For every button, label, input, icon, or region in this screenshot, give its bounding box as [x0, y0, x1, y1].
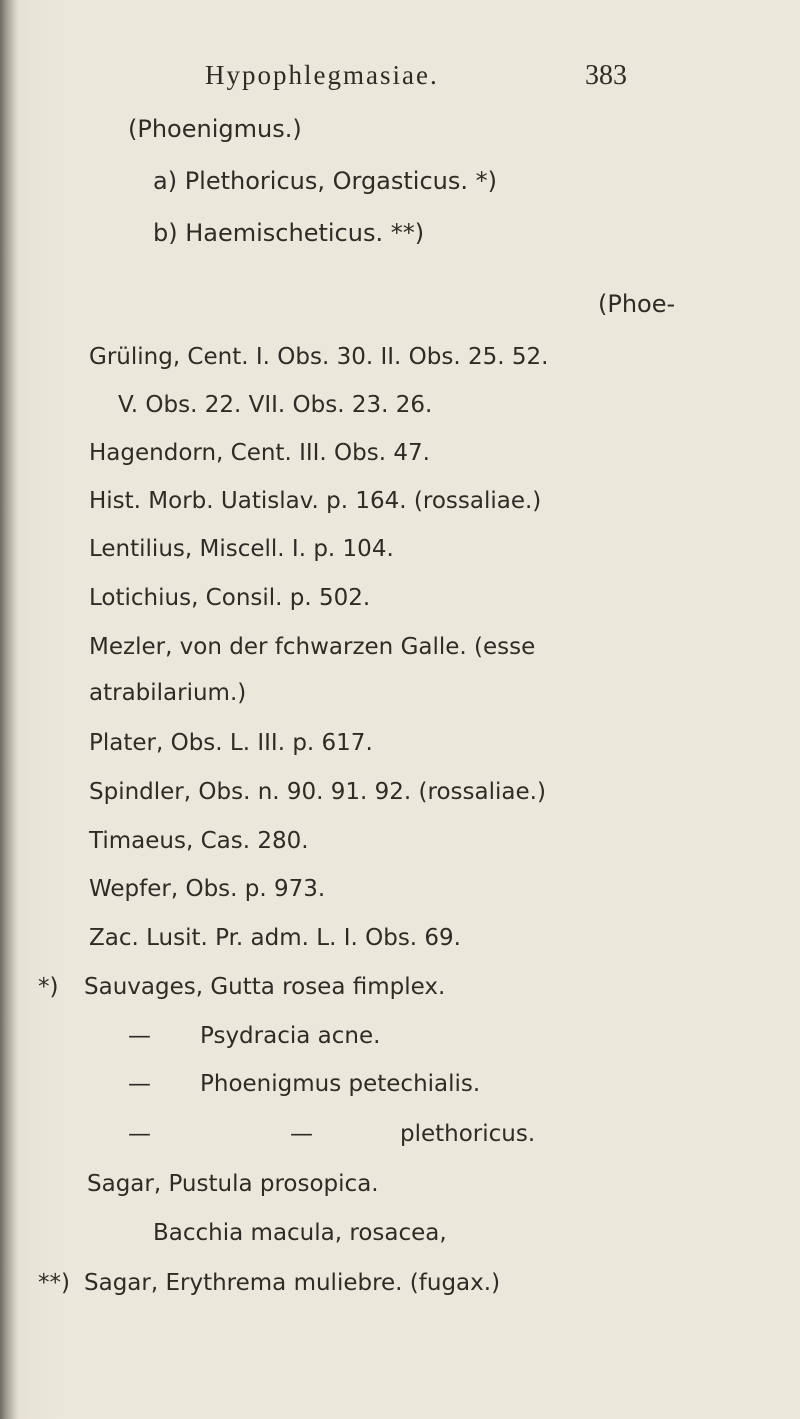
ditto-dash: —: [290, 1121, 313, 1147]
reference-entry: atrabilarium.): [89, 680, 247, 706]
footnote-line: Bacchia macula, rosacea,: [153, 1220, 447, 1246]
reference-entry: Zac. Lusit. Pr. adm. L. I. Obs. 69.: [89, 925, 461, 951]
page-header: [0, 60, 800, 100]
species-b: b) Haemischeticus. **): [153, 219, 425, 247]
catchword: (Phoe-: [598, 290, 676, 318]
footnote-marker: *): [38, 974, 59, 1000]
species-a: a) Plethoricus, Orgasticus. *): [153, 167, 498, 195]
genus-heading: (Phoenigmus.): [128, 115, 302, 143]
page-gutter: [0, 0, 18, 1419]
reference-entry: Plater, Obs. L. III. p. 617.: [89, 730, 373, 756]
footnote-line: Sagar, Erythrema muliebre. (fugax.): [84, 1270, 501, 1296]
reference-entry: Mezler, von der fchwarzen Galle. (esse: [89, 634, 536, 660]
ditto-dash: —: [128, 1023, 151, 1049]
running-head: Hypophlegmasiae.: [205, 60, 439, 90]
reference-entry: V. Obs. 22. VII. Obs. 23. 26.: [118, 392, 433, 418]
reference-entry: Lentilius, Miscell. I. p. 104.: [89, 536, 394, 562]
reference-entry: Grüling, Cent. I. Obs. 30. II. Obs. 25. 52.: [89, 344, 549, 370]
footnote-line: plethoricus.: [400, 1121, 536, 1147]
reference-entry: Spindler, Obs. n. 90. 91. 92. (rossaliae.): [89, 779, 546, 805]
reference-entry: Hagendorn, Cent. III. Obs. 47.: [89, 440, 430, 466]
footnote-line: Sauvages, Gutta rosea fimplex.: [84, 974, 446, 1000]
page-number: 383: [585, 60, 627, 91]
footnote-line: Sagar, Pustula prosopica.: [87, 1171, 379, 1197]
reference-entry: Wepfer, Obs. p. 973.: [89, 876, 326, 902]
footnote-line: Psydracia acne.: [200, 1023, 381, 1049]
reference-entry: Hist. Morb. Uatislav. p. 164. (rossaliae.): [89, 488, 542, 514]
footnote-marker: **): [38, 1270, 70, 1296]
reference-entry: Timaeus, Cas. 280.: [89, 828, 309, 854]
ditto-dash: —: [128, 1121, 151, 1147]
footnote-line: Phoenigmus petechialis.: [200, 1071, 481, 1097]
reference-entry: Lotichius, Consil. p. 502.: [89, 585, 371, 611]
ditto-dash: —: [128, 1071, 151, 1097]
